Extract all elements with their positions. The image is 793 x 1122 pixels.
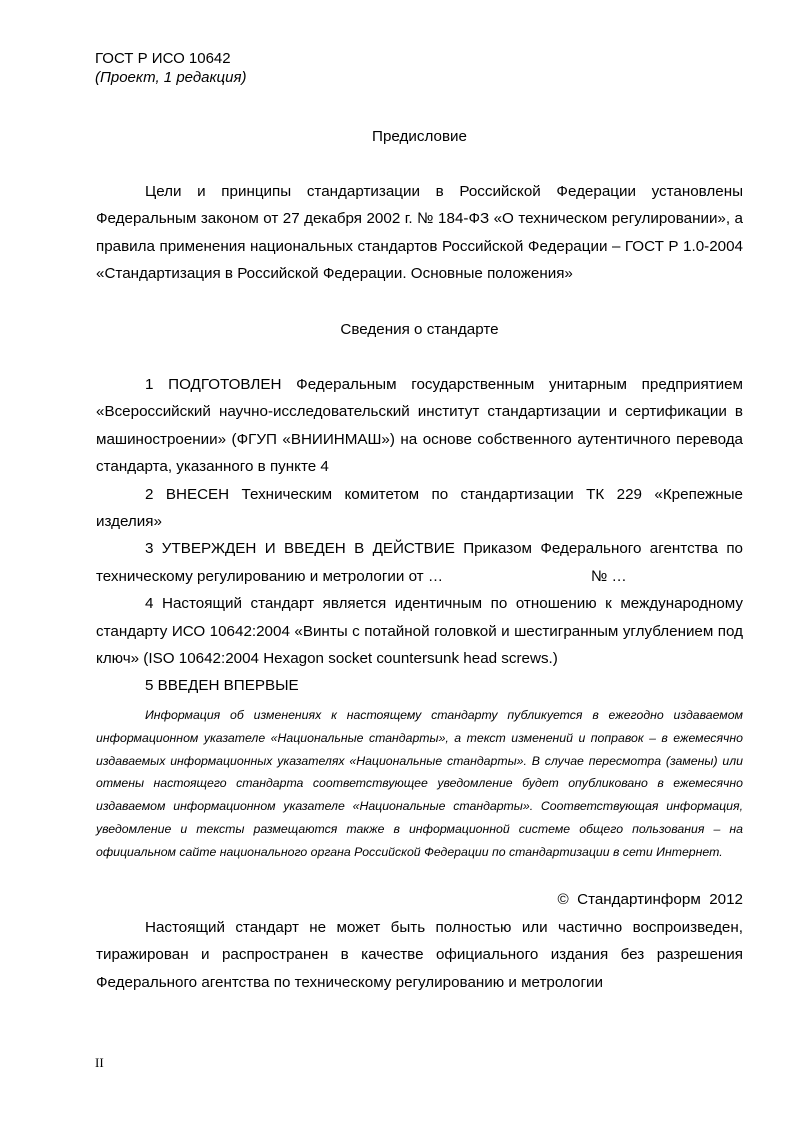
reproduction-notice: Настоящий стандарт не может быть полностью или частично воспроизведен, тиражирован и распространен в качестве официального издания без разрешения Федерального агентства по техническому регулированию и метрологии <box>96 919 743 991</box>
preface-title: Предисловие <box>372 128 467 145</box>
changes-notice-text: Информация об изменениях к настоящему стандарту публикуется в ежегодно издаваемом информационном указателе «Национальные стандарты», а текст изменений и поправок – в ежемесячно издаваемых информационных указателях «Национальные стандарты». В случае пересмотра (замены) или отмены настоящего стандарта соответствующее уведомление будет опубликовано в ежемесячно издаваемом информационном указателе «Национальные стандарты». Соответствующая информация, уведомление и тексты размещаются также в информационной системе общего пользования – на официальном сайте национального органа Российской Федерации по стандартизации в сети Интернет. <box>96 708 743 859</box>
item-introduced-by: 2 ВНЕСЕН Техническим комитетом по стандартизации ТК 229 «Крепежные изделия» <box>96 485 743 531</box>
item-prepared: 1 ПОДГОТОВЛЕН Федеральным государственным унитарным предприятием «Всероссийский научно-исследовательский институт стандартизации и сертификации в машиностроении» (ФГУП «ВНИИНМАШ») на основе собственного аутентичного перевода стандарта, указанного в пункте 4 <box>96 376 743 476</box>
item-identical: 4 Настоящий стандарт является идентичным по отношению к международному стандарту ИСО 10642:2004 «Винты с потайной головкой и шестигранным углублением под ключ» (ISO 10642:2004 Hexagon socket countersunk head screws.) <box>96 595 743 668</box>
item-approved <box>96 535 743 590</box>
preface-paragraph: Цели и принципы стандартизации в Российской Федерации установлены Федеральным законом от 27 декабря 2002 г. № 184-ФЗ «О техническом регулировании», а правила применения национальных стандартов Российской Федерации – ГОСТ Р 1.0-2004 «Стандартизация в Российской Федерации. Основные положения» <box>96 183 743 283</box>
document-header <box>95 49 246 87</box>
standard-info-title: Сведения о стандарте <box>340 321 499 338</box>
preface-section <box>96 178 743 288</box>
approved-text: 3 УТВЕРЖДЕН И ВВЕДЕН В ДЕЙСТВИЕ Приказом Федерального агентства по техническому регулированию и метрологии от … <box>96 540 743 585</box>
copyright-line: © Стандартинформ 2012 <box>557 891 743 908</box>
changes-notice <box>96 704 743 864</box>
item-first-introduced: 5 ВВЕДЕН ВПЕРВЫЕ <box>145 677 299 695</box>
reproduction-section <box>96 914 743 996</box>
approved-number: № … <box>591 567 627 585</box>
edition-note: (Проект, 1 редакция) <box>95 69 247 86</box>
standard-info-section <box>96 371 743 700</box>
standard-designation: ГОСТ Р ИСО 10642 <box>95 50 231 67</box>
page-number: II <box>95 1055 104 1070</box>
